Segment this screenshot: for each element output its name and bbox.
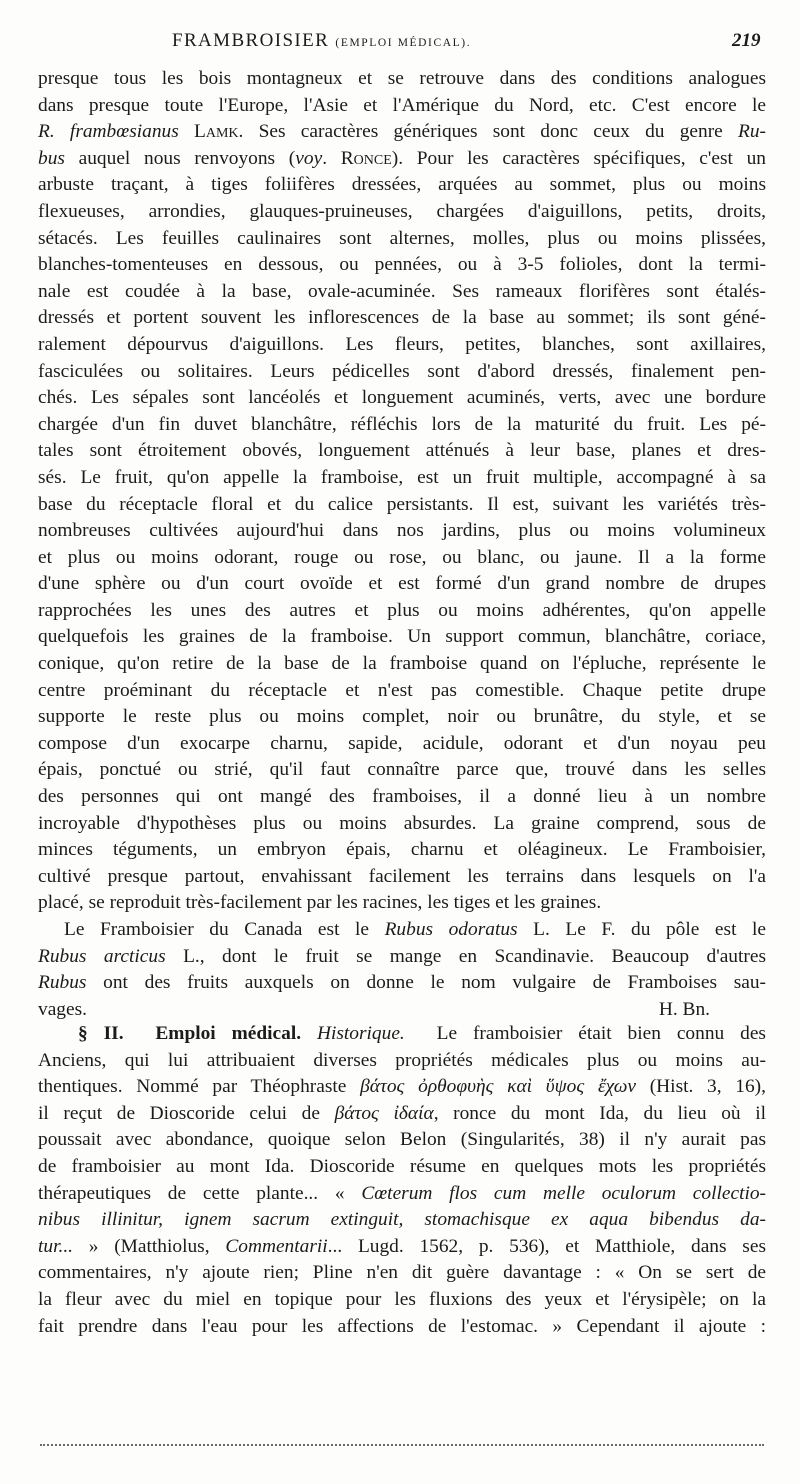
text-line [38,811,766,838]
text-line [38,1154,766,1181]
text-emphasis: Cœterum flos cum melle oculorum collectio- [361,1182,766,1204]
author-signature: H. Bn. [658,998,710,1020]
section-subheading: Historique. [316,1023,405,1044]
text-line [38,1260,766,1287]
text-line [38,172,766,199]
text-run: chés. Les sépales sont lancéolés et longuement acuminés, verts, avec une bordure [38,387,766,409]
text-run: dressés et portent souvent les inflorescences de la base au sommet; ils sont géné- [38,307,766,329]
text-run: placé, se reproduit très-facilement par les racines, les tiges et les graines. [38,892,602,914]
text-run: ont des fruits auxquels on donne le nom vulgaire de Framboises sau- [86,972,766,994]
text-run: L., dont le fruit se mange en Scandinavie. Beaucoup d'autres [165,945,766,967]
text-line [38,1127,766,1154]
text-run: chargée d'un fin duvet blanchâtre, réfléchis lors de la maturité du fruit. Les pé- [38,413,766,435]
section-first-line-text: Le framboisier était bien connu des [436,1023,766,1044]
text-run: centre proéminant du réceptacle et n'est pas comestible. Chaque petite drupe [38,679,766,701]
text-emphasis: Commentarii [225,1235,328,1257]
text-run: poussait avec abondance, quoique selon Belon (Singularités, 38) il n'y aurait pas [38,1129,766,1151]
text-line [38,465,766,492]
page-number: 219 [732,30,761,51]
text-emphasis: bus [38,147,65,169]
text-run: sétacés. Les feuilles caulinaires sont alternes, molles, plus ou moins plissées, [38,227,766,249]
text-emphasis: βάτος ἰδαία [334,1102,434,1124]
text-run: commentaires, n'y ajoute rien; Pline n'en dit guère davantage : « On se sert de [38,1262,766,1284]
text-run: ralement dépourvus d'aiguillons. Les fleurs, petites, blanches, sont axillaires, [38,333,766,355]
text-line [38,1207,766,1234]
text-run: ). Pour les caractères spécifiques, c'est un [391,147,766,169]
text-run: incroyable d'hypothèses plus ou moins absurdes. La graine comprend, sous de [38,812,766,834]
text-line [38,704,766,731]
footer-rule [40,1444,764,1446]
text-run: Anciens, qui lui attribuaient diverses propriétés médicales plus ou moins au- [38,1049,766,1071]
text-line [38,624,766,651]
text-line [38,93,766,120]
running-title [172,30,471,52]
text-run: arbuste traçant, à tiges foliifères dressées, arquées au sommet, plus ou moins [38,174,766,196]
text-run: » (Matthiolus, [73,1235,226,1257]
text-emphasis: βάτος ὀρθοφυὴς καὶ ὕψος ἔχων [360,1076,637,1098]
text-run: Le Framboisier du Canada est le [64,919,385,940]
text-column-section [38,1021,766,1340]
text-run: rapprochées les unes des autres et plus ou moins adhérentes, qu'on appelle [38,599,766,621]
text-run: L. Le F. du pôle est le [517,919,767,940]
text-emphasis: nibus illinitur, ignem sacrum extinguit, stomachisque ex aqua bibendus da- [38,1209,766,1231]
section-first-line [38,1021,766,1048]
text-line [38,864,766,891]
text-run [179,121,194,142]
text-line [38,226,766,253]
text-line [38,438,766,465]
text-run: minces téguments, un embryon épais, charnu et oléagineux. Le Framboisier, [38,839,766,861]
text-column-top [38,66,766,1023]
text-run: conique, qu'on retire de la base de la framboise quand on l'épluche, représente le [38,653,766,675]
text-line [38,678,766,705]
text-line [38,146,766,173]
text-run: de framboisier au mont Ida. Dioscoride résume en quelques mots les propriétés [38,1155,766,1177]
text-run: . Ses caractères génériques sont donc ceux du genre [238,121,738,143]
text-run: blanches-tomenteuses en dessous, ou pennées, ou à 3-5 folioles, dont la termi- [38,254,766,276]
text-line [38,1048,766,1075]
text-line [38,545,766,572]
text-line [38,917,766,944]
running-title-main: FRAMBROISIER [172,30,330,51]
text-line [38,970,766,997]
text-line [38,492,766,519]
text-run: il reçut de Dioscoride celui de [38,1102,335,1124]
text-line [38,119,766,146]
text-run: nombreuses cultivées aujourd'hui dans nos jardins, plus ou moins volumineux [38,520,766,542]
text-run: compose d'un exocarpe charnu, sapide, acidule, odorant et d'un noyau peu [38,732,766,754]
section-heading: Emploi médical. [155,1023,302,1044]
text-line [38,332,766,359]
text-line [38,1234,766,1261]
text-run: la fleur avec du miel en topique pour les fluxions des yeux et l'érysipèle; on la [38,1288,766,1310]
text-line [38,305,766,332]
text-line [38,1101,766,1128]
text-run: thérapeutiques de cette plante... « [38,1182,362,1204]
text-run: d'une sphère ou d'un court ovoïde et est formé d'un grand nombre de drupes [38,573,766,595]
text-run: des personnes qui ont mangé des framboises, il a donné lieu à un nombre [38,786,766,808]
text-run: . [322,147,341,169]
text-line [38,598,766,625]
paragraph-description [38,66,766,917]
text-run: flexueuses, arrondies, glauques-pruineuses, chargées d'aiguillons, petits, droits, [38,200,766,222]
text-line [38,412,766,439]
text-line [38,944,766,971]
text-emphasis: voy [295,147,323,169]
text-run: , ronce du mont Ida, du lieu où il [433,1102,766,1124]
running-header [0,30,800,56]
text-line [38,1314,766,1341]
text-run: ... Lugd. 1562, p. 536), et Matthiole, dans ses [327,1235,766,1257]
text-run: vages. [38,998,87,1020]
text-run: (Hist. 3, 16), [636,1076,766,1098]
text-emphasis: Ronce [340,147,392,169]
text-run: thentiques. Nommé par Théophraste [38,1076,361,1098]
text-line [38,1074,766,1101]
text-line [38,731,766,758]
text-run: tales sont étroitement obovés, longuement atténués à leur base, planes et dres- [38,440,766,462]
paragraph-varieties [38,917,766,1023]
text-line [38,571,766,598]
text-run: supporte le reste plus ou moins complet, noir ou brunâtre, du style, et se [38,706,766,728]
text-line [38,890,766,917]
text-run: et plus ou moins odorant, rouge ou rose, ou blanc, ou jaune. Il a la forme [38,546,766,568]
text-run: base du réceptacle floral et du calice persistants. Il est, suivant les variétés très- [38,493,766,515]
text-emphasis: Ru- [738,121,766,143]
text-emphasis: Rubus odoratus [384,919,518,940]
text-run: sés. Le fruit, qu'on appelle la framboise, est un fruit multiple, accompagné à sa [38,466,766,488]
text-run: épais, ponctué ou strié, qu'il faut connaître parce que, trouvé dans les selles [38,759,766,781]
text-line [38,66,766,93]
text-run: presque tous les bois montagneux et se retrouve dans des conditions analogues [38,68,766,89]
text-line [38,651,766,678]
text-emphasis: Lamk [194,121,239,143]
text-run: auquel nous renvoyons ( [64,147,296,169]
text-run: dans presque toute l'Europe, l'Asie et l'Amérique du Nord, etc. C'est encore le [38,94,766,116]
text-emphasis: Rubus [38,972,87,994]
text-run: quelquefois les graines de la framboise. Un support commun, blanchâtre, coriace, [38,626,766,648]
text-line [38,359,766,386]
text-line [38,518,766,545]
text-emphasis: tur... [38,1235,74,1257]
text-emphasis: R. frambœsianus [38,121,179,143]
text-run: fasciculées ou solitaires. Leurs pédicelles sont d'abord dressés, finalement pen- [38,360,766,382]
text-line [38,997,766,1024]
text-line [38,784,766,811]
text-line [38,252,766,279]
text-line [38,1181,766,1208]
text-line [38,757,766,784]
paragraph-historique [38,1048,766,1341]
text-run: cultivé presque partout, envahissant facilement les terrains dans lesquels on l'a [38,865,766,887]
text-run: fait prendre dans l'eau pour les affections de l'estomac. » Cependant il ajoute : [38,1315,766,1337]
text-line [38,385,766,412]
text-line [38,199,766,226]
section-number: § II. [78,1023,124,1044]
text-line [38,1287,766,1314]
running-title-sub: (EMPLOI MÉDICAL). [335,37,472,49]
text-line [38,279,766,306]
text-run: nale est coudée à la base, ovale-acuminée. Ses rameaux florifères sont étalés- [38,280,766,302]
text-line [38,837,766,864]
text-emphasis: Rubus arcticus [38,945,166,967]
